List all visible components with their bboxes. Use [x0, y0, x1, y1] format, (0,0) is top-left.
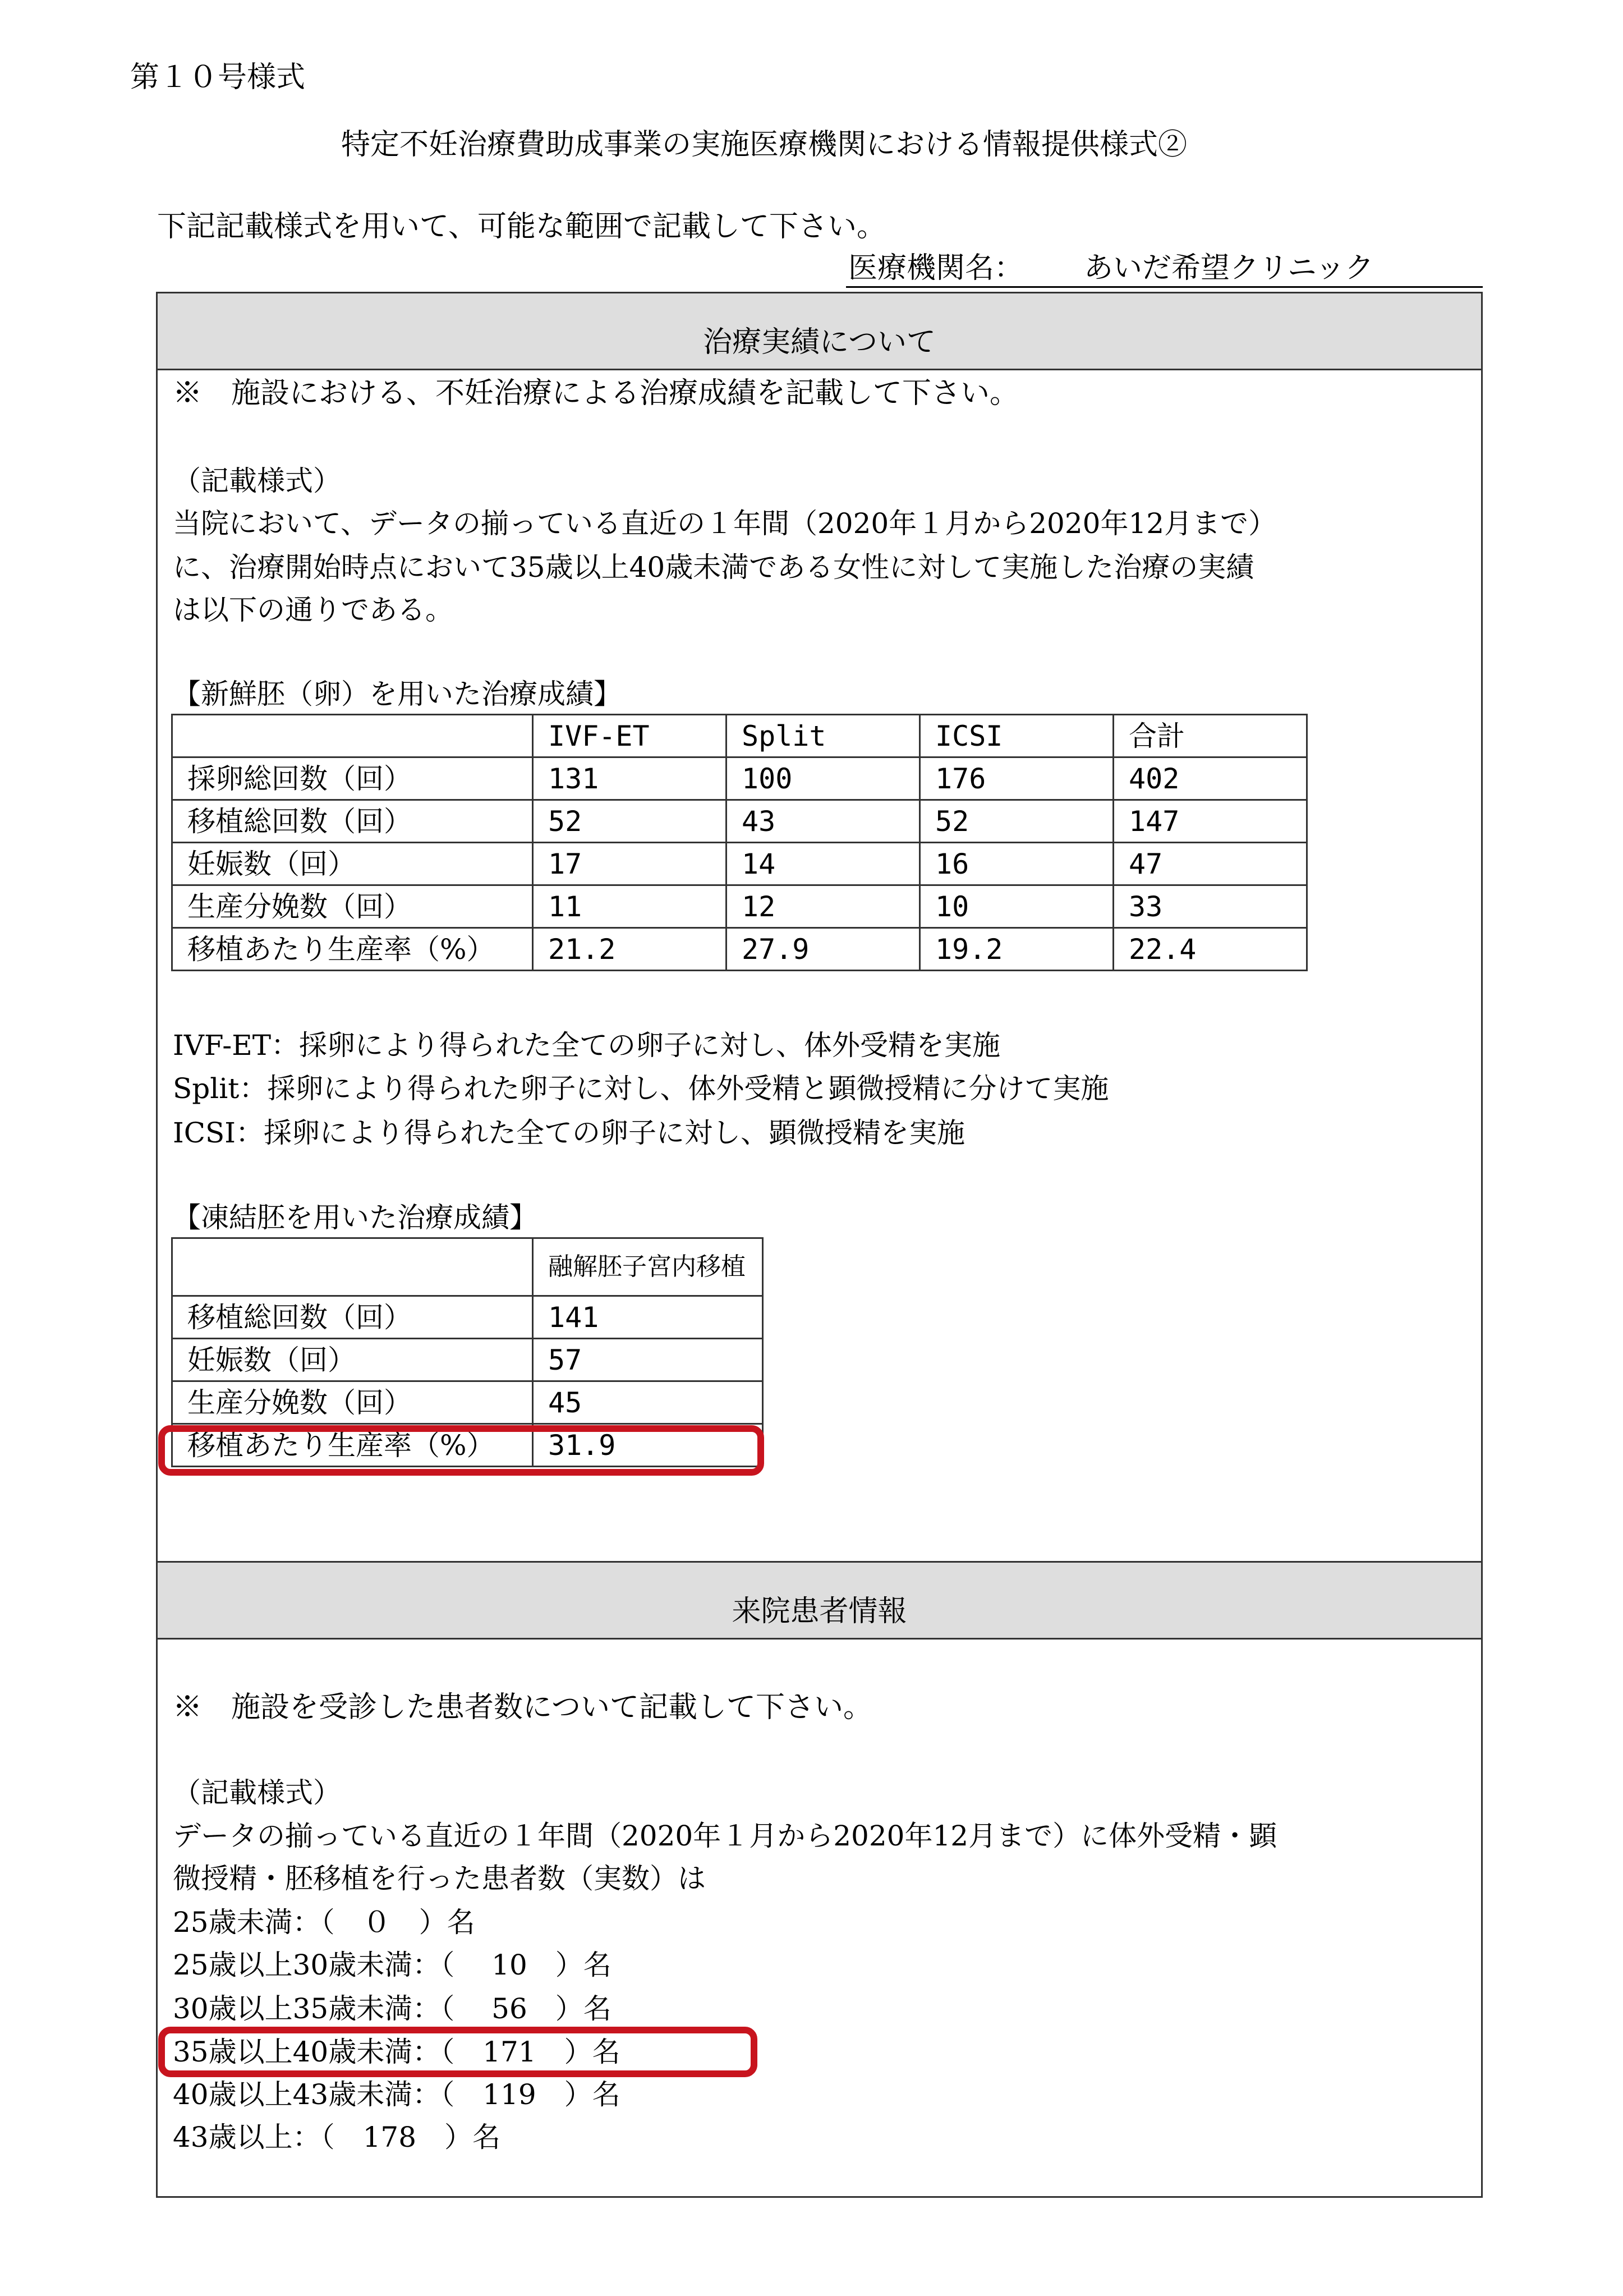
institution-underline: [846, 286, 1483, 288]
table-cell: 52: [920, 800, 1114, 843]
section1-body-line: に、治療開始時点において35歳以上40歳未満である女性に対して実施した治療の実績: [173, 551, 1254, 584]
table-cell: 141: [533, 1296, 763, 1339]
table-row: [172, 757, 1307, 800]
table-cell: 19.2: [920, 928, 1114, 971]
table-cell: 31.9: [533, 1424, 763, 1467]
table-cell: 100: [727, 757, 920, 800]
row-label: 生産分娩数（回）: [172, 1381, 533, 1424]
table-cell: 16: [920, 843, 1114, 885]
section-heading-patients: [156, 1561, 1483, 1640]
section1-body-line: 当院において、データの揃っている直近の１年間（2020年１月から2020年12月まで）: [173, 507, 1277, 540]
row-label: 妊娠数（回）: [172, 1339, 533, 1381]
age-group-line: 40歳以上43歳未満：（ 119 ）名: [173, 2078, 620, 2111]
table-cell: 402: [1114, 757, 1307, 800]
form-number: 第１０号様式: [130, 61, 306, 94]
row-label: 生産分娩数（回）: [172, 885, 533, 928]
table-cell: 47: [1114, 843, 1307, 885]
age-group-line: 25歳未満：（ ０ ）名: [173, 1906, 475, 1939]
age-group-line: 25歳以上30歳未満：（ 10 ）名: [173, 1949, 612, 1981]
highlight-frozen-live-birth-rate: [158, 1425, 764, 1476]
section2-body-line: 微授精・胚移植を行った患者数（実数）は: [173, 1862, 706, 1895]
institution-name: あいだ希望クリニック: [1084, 251, 1374, 285]
section2-format-label: （記載様式）: [173, 1776, 341, 1809]
table-cell: 12: [727, 885, 920, 928]
table-cell: 176: [920, 757, 1114, 800]
row-label: 移植あたり生産率（%）: [172, 928, 533, 971]
table-header-cell: ICSI: [920, 715, 1114, 757]
table-row: [172, 885, 1307, 928]
definition-ivf-et: IVF-ET：採卵により得られた全ての卵子に対し、体外受精を実施: [173, 1029, 1001, 1062]
table-cell: 14: [727, 843, 920, 885]
fresh-table-caption: 【新鮮胚（卵）を用いた治療成績】: [173, 678, 622, 710]
section-heading-results-text: 治療実績について: [703, 325, 936, 359]
row-label: 移植総回数（回）: [172, 800, 533, 843]
table-header-cell: [172, 715, 533, 757]
frozen-table-caption: 【凍結胚を用いた治療成績】: [173, 1201, 537, 1234]
table-cell: 131: [533, 757, 727, 800]
table-cell: 17: [533, 843, 727, 885]
age-group-line: 30歳以上35歳未満：（ 56 ）名: [173, 1992, 612, 2025]
table-cell: 27.9: [727, 928, 920, 971]
table-cell: 33: [1114, 885, 1307, 928]
table-header-cell: 融解胚子宮内移植: [533, 1238, 763, 1296]
table-row: [172, 800, 1307, 843]
section1-note: ※ 施設における、不妊治療による治療成績を記載して下さい。: [173, 376, 1019, 410]
fresh-embryo-table: [171, 714, 1308, 971]
table-row: [172, 928, 1307, 971]
table-cell: 52: [533, 800, 727, 843]
age-group-line: 43歳以上：（ 178 ）名: [173, 2121, 501, 2153]
definition-split: Split：採卵により得られた卵子に対し、体外受精と顕微授精に分けて実施: [173, 1072, 1109, 1105]
table-cell: 10: [920, 885, 1114, 928]
table-cell: 147: [1114, 800, 1307, 843]
table-header-cell: [172, 1238, 533, 1296]
table-row: [172, 843, 1307, 885]
table-row: [172, 1296, 763, 1339]
table-row: [172, 1381, 763, 1424]
table-cell: 22.4: [1114, 928, 1307, 971]
row-label: 妊娠数（回）: [172, 843, 533, 885]
section2-note: ※ 施設を受診した患者数について記載して下さい。: [173, 1691, 872, 1724]
row-label: 移植総回数（回）: [172, 1296, 533, 1339]
document-title: 特定不妊治療費助成事業の実施医療機関における情報提供様式②: [341, 128, 1188, 162]
table-header-row: [172, 715, 1307, 757]
highlight-age-35-40: [158, 2027, 757, 2077]
section-heading-results: [156, 292, 1483, 370]
table-cell: 43: [727, 800, 920, 843]
table-cell: 45: [533, 1381, 763, 1424]
row-label: 採卵総回数（回）: [172, 757, 533, 800]
table-header-cell: 合計: [1114, 715, 1307, 757]
table-cell: 11: [533, 885, 727, 928]
table-header-cell: IVF-ET: [533, 715, 727, 757]
section-heading-patients-text: 来院患者情報: [732, 1595, 907, 1628]
table-row: [172, 1339, 763, 1381]
row-label: 移植あたり生産率（%）: [172, 1424, 533, 1467]
table-header-row: [172, 1238, 763, 1296]
section1-format-label: （記載様式）: [173, 465, 341, 497]
table-cell: 21.2: [533, 928, 727, 971]
table-header-cell: Split: [727, 715, 920, 757]
table-cell: 57: [533, 1339, 763, 1381]
section2-body-line: データの揃っている直近の１年間（2020年１月から2020年12月まで）に体外受精・顕: [173, 1820, 1277, 1852]
institution-label: 医療機関名：: [848, 251, 1024, 285]
definition-icsi: ICSI：採卵により得られた全ての卵子に対し、顕微授精を実施: [173, 1117, 965, 1149]
instruction-text: 下記記載様式を用いて、可能な範囲で記載して下さい。: [157, 210, 886, 244]
section1-body-line: は以下の通りである。: [173, 594, 453, 626]
age-group-line: 35歳以上40歳未満：（ 171 ）名: [173, 2036, 620, 2068]
